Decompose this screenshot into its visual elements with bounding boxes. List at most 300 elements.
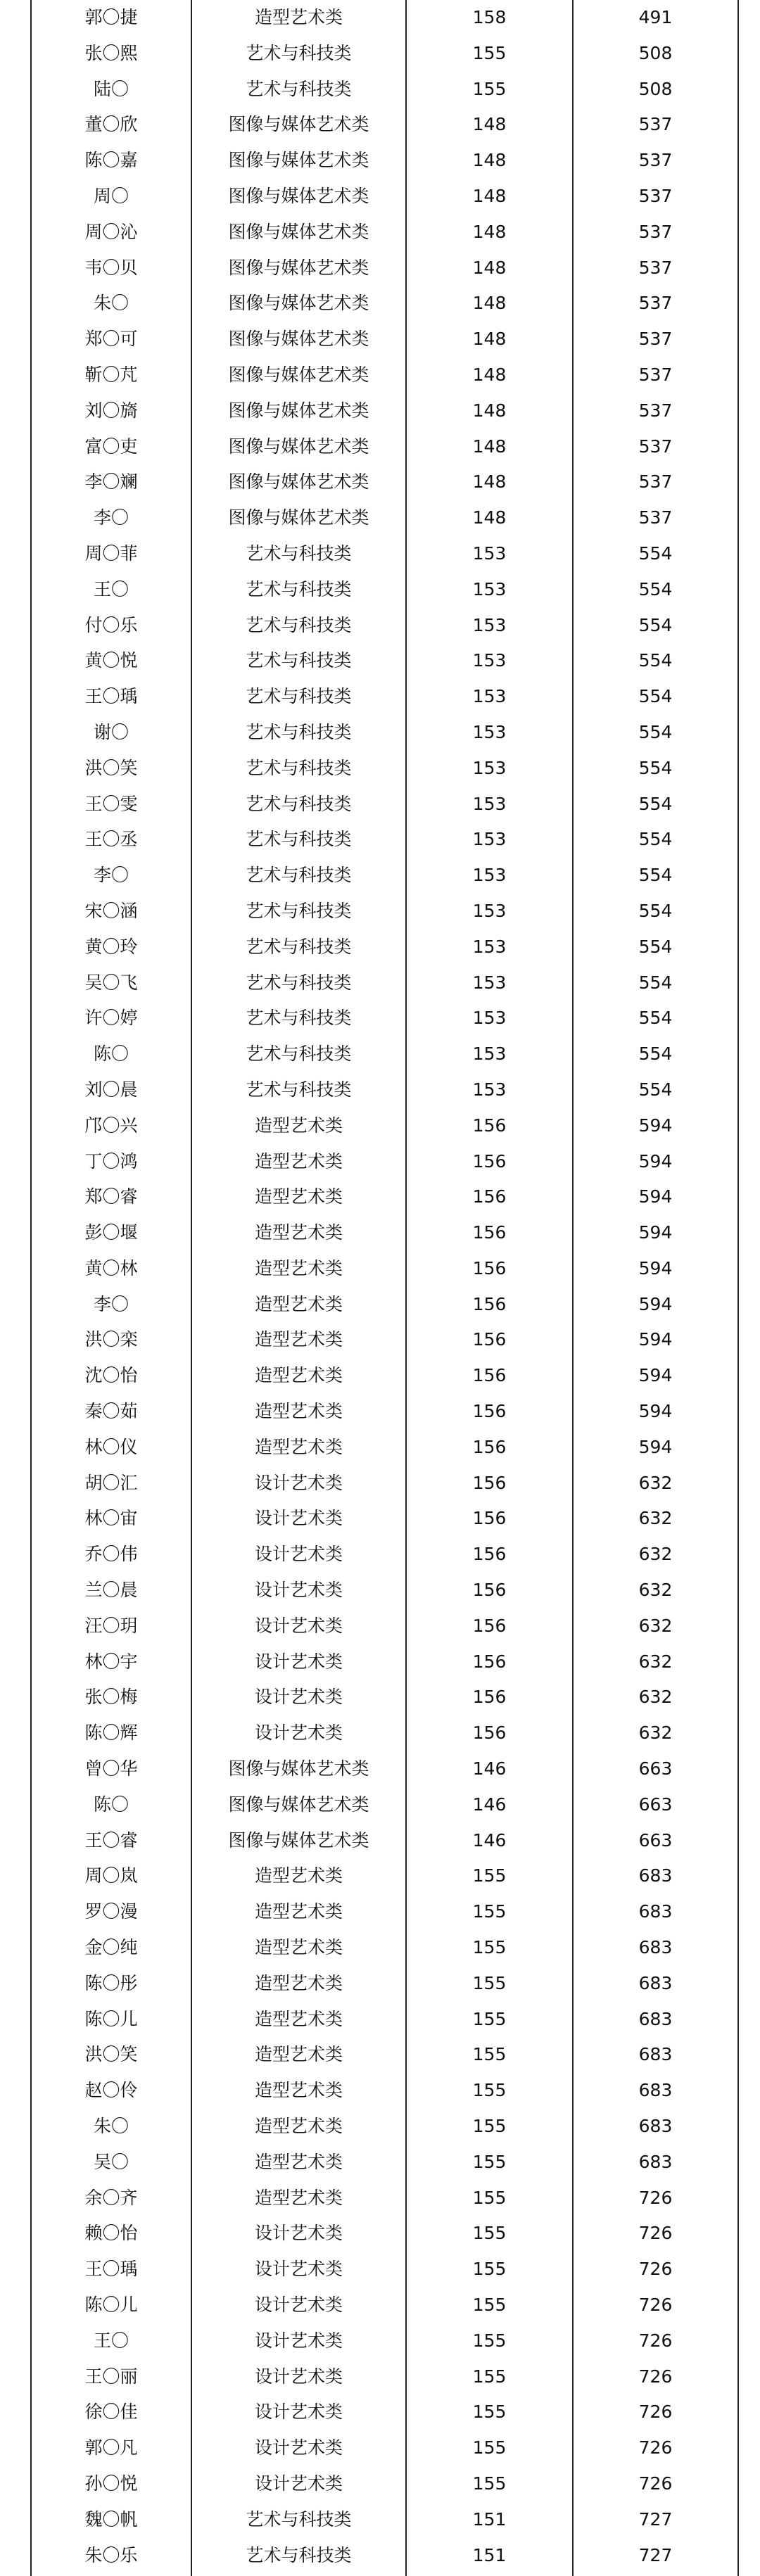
cell-rank: 537 [638, 400, 673, 421]
cell-rank: 726 [638, 2401, 673, 2423]
cell-score: 155 [472, 2366, 507, 2387]
cell-category: 造型艺术类 [254, 1186, 343, 1207]
cell-score: 156 [472, 1472, 507, 1493]
cell-name: 秦〇茹 [84, 1401, 138, 1422]
cell-rank: 537 [638, 471, 673, 493]
cell-name: 张〇梅 [84, 1687, 138, 1708]
cell-score: 156 [472, 1436, 507, 1457]
cell-rank: 726 [638, 2366, 673, 2387]
cell-rank: 554 [638, 614, 673, 635]
cell-score: 156 [472, 1508, 507, 1529]
table-row [0, 2466, 760, 2502]
cell-name: 孙〇悦 [84, 2473, 138, 2494]
cell-name: 陈〇 [93, 1794, 129, 1815]
table-row [0, 1072, 760, 1108]
cell-rank: 683 [638, 1937, 673, 1958]
cell-category: 艺术与科技类 [246, 865, 352, 886]
table-row [0, 715, 760, 751]
cell-category: 设计艺术类 [254, 1615, 343, 1636]
cell-score: 153 [472, 865, 507, 886]
cell-name: 洪〇笑 [84, 757, 138, 778]
cell-category: 造型艺术类 [254, 1329, 343, 1350]
cell-name: 余〇齐 [84, 2187, 138, 2208]
cell-name: 宋〇涵 [84, 900, 138, 921]
table-row [0, 2288, 760, 2323]
cell-name: 朱〇乐 [84, 2544, 138, 2565]
cell-score: 158 [472, 7, 507, 27]
cell-category: 造型艺术类 [254, 1865, 343, 1886]
table-row [0, 2145, 760, 2181]
cell-category: 造型艺术类 [254, 1937, 343, 1958]
cell-name: 赵〇伶 [84, 2080, 138, 2101]
cell-category: 造型艺术类 [254, 2080, 343, 2101]
cell-score: 156 [472, 1651, 507, 1672]
table-row [0, 1858, 760, 1894]
cell-name: 兰〇晨 [84, 1580, 138, 1601]
cell-name: 曾〇华 [84, 1758, 138, 1779]
table-row [0, 2002, 760, 2038]
cell-category: 图像与媒体艺术类 [228, 400, 369, 421]
table-row [0, 572, 760, 608]
cell-rank: 537 [638, 221, 673, 242]
cell-name: 付〇乐 [84, 614, 138, 635]
cell-score: 146 [472, 1794, 507, 1815]
cell-rank: 683 [638, 1901, 673, 1922]
cell-category: 图像与媒体艺术类 [228, 329, 369, 350]
table-row [0, 286, 760, 322]
table-row [0, 643, 760, 679]
cell-name: 周〇菲 [84, 543, 138, 564]
cell-score: 156 [472, 1115, 507, 1136]
cell-name: 林〇宙 [84, 1508, 138, 1529]
table-row [0, 1930, 760, 1966]
cell-rank: 727 [638, 2508, 673, 2530]
cell-category: 造型艺术类 [254, 1365, 343, 1386]
cell-rank: 554 [638, 578, 673, 599]
cell-category: 造型艺术类 [254, 2187, 343, 2208]
cell-rank: 594 [638, 1436, 673, 1457]
table-row [0, 179, 760, 215]
cell-name: 沈〇怡 [84, 1365, 138, 1386]
cell-rank: 594 [638, 1401, 673, 1422]
cell-category: 设计艺术类 [254, 2223, 343, 2244]
cell-category: 造型艺术类 [254, 1222, 343, 1243]
cell-score: 153 [472, 614, 507, 635]
cell-score: 148 [472, 257, 507, 278]
table-row [0, 464, 760, 500]
cell-rank: 537 [638, 329, 673, 350]
cell-score: 155 [472, 78, 507, 99]
cell-name: 赖〇怡 [84, 2223, 138, 2244]
cell-category: 造型艺术类 [254, 7, 343, 27]
cell-name: 刘〇晨 [84, 1079, 138, 1100]
cell-rank: 537 [638, 150, 673, 171]
table-row [0, 2073, 760, 2109]
table-row [0, 250, 760, 286]
cell-score: 148 [472, 471, 507, 493]
cell-name: 谢〇 [93, 721, 129, 742]
table-row [0, 1430, 760, 1466]
cell-rank: 632 [638, 1580, 673, 1601]
cell-category: 造型艺术类 [254, 2151, 343, 2172]
cell-rank: 594 [638, 1115, 673, 1136]
cell-name: 丁〇鸿 [84, 1150, 138, 1172]
cell-score: 148 [472, 400, 507, 421]
table-row [0, 2394, 760, 2430]
cell-rank: 683 [638, 2151, 673, 2172]
table-row [0, 894, 760, 929]
cell-category: 图像与媒体艺术类 [228, 114, 369, 135]
table-row [0, 2037, 760, 2073]
table-row [0, 2538, 760, 2574]
cell-rank: 726 [638, 2223, 673, 2244]
cell-score: 146 [472, 1758, 507, 1779]
cell-category: 设计艺术类 [254, 1472, 343, 1493]
table-row [0, 2502, 760, 2538]
table-row [0, 0, 760, 36]
cell-rank: 683 [638, 1972, 673, 1993]
cell-category: 造型艺术类 [254, 2008, 343, 2029]
table-row [0, 1108, 760, 1144]
cell-category: 图像与媒体艺术类 [228, 221, 369, 242]
cell-name: 洪〇笑 [84, 2044, 138, 2065]
table-row [0, 393, 760, 429]
cell-rank: 554 [638, 1043, 673, 1065]
table-row [0, 107, 760, 143]
cell-rank: 632 [638, 1615, 673, 1636]
cell-score: 148 [472, 507, 507, 528]
cell-rank: 727 [638, 2544, 673, 2565]
cell-category: 造型艺术类 [254, 1401, 343, 1422]
cell-name: 王〇瑀 [84, 686, 138, 707]
cell-category: 造型艺术类 [254, 1150, 343, 1172]
cell-rank: 663 [638, 1794, 673, 1815]
table-row [0, 500, 760, 536]
cell-rank: 537 [638, 114, 673, 135]
cell-rank: 594 [638, 1186, 673, 1207]
cell-name: 富〇吏 [84, 436, 138, 457]
cell-name: 郭〇凡 [84, 2437, 138, 2458]
cell-score: 153 [472, 829, 507, 850]
cell-category: 设计艺术类 [254, 2401, 343, 2423]
cell-name: 朱〇 [93, 2116, 129, 2137]
cell-category: 艺术与科技类 [246, 757, 352, 778]
cell-score: 148 [472, 114, 507, 135]
table-row [0, 1823, 760, 1859]
table-row [0, 1680, 760, 1715]
table-row [0, 322, 760, 357]
cell-score: 156 [472, 1544, 507, 1565]
table-row [0, 1179, 760, 1215]
cell-score: 153 [472, 543, 507, 564]
table-row [0, 1715, 760, 1751]
cell-category: 造型艺术类 [254, 2044, 343, 2065]
cell-score: 155 [472, 2116, 507, 2137]
cell-category: 图像与媒体艺术类 [228, 150, 369, 171]
cell-rank: 554 [638, 650, 673, 671]
cell-category: 图像与媒体艺术类 [228, 293, 369, 314]
cell-name: 周〇沁 [84, 221, 138, 242]
cell-category: 艺术与科技类 [246, 686, 352, 707]
cell-category: 造型艺术类 [254, 2116, 343, 2137]
cell-score: 156 [472, 1615, 507, 1636]
cell-rank: 537 [638, 293, 673, 314]
cell-category: 图像与媒体艺术类 [228, 257, 369, 278]
cell-rank: 554 [638, 972, 673, 993]
cell-name: 李〇 [93, 865, 129, 886]
cell-score: 156 [472, 1222, 507, 1243]
table-row [0, 822, 760, 858]
cell-score: 153 [472, 721, 507, 742]
cell-score: 146 [472, 1829, 507, 1851]
cell-score: 155 [472, 2473, 507, 2494]
cell-rank: 726 [638, 2473, 673, 2494]
cell-score: 156 [472, 1186, 507, 1207]
cell-name: 陈〇 [93, 1043, 129, 1065]
cell-category: 艺术与科技类 [246, 2544, 352, 2565]
cell-category: 艺术与科技类 [246, 1008, 352, 1029]
cell-category: 艺术与科技类 [246, 650, 352, 671]
table-row [0, 1036, 760, 1072]
cell-score: 155 [472, 2401, 507, 2423]
cell-category: 艺术与科技类 [246, 1043, 352, 1065]
cell-rank: 537 [638, 436, 673, 457]
cell-name: 王〇睿 [84, 1829, 138, 1851]
cell-category: 图像与媒体艺术类 [228, 1758, 369, 1779]
cell-name: 罗〇漫 [84, 1901, 138, 1922]
cell-name: 黄〇悦 [84, 650, 138, 671]
table-row [0, 1966, 760, 2002]
cell-rank: 663 [638, 1758, 673, 1779]
cell-rank: 537 [638, 257, 673, 278]
cell-name: 洪〇栾 [84, 1329, 138, 1350]
cell-rank: 594 [638, 1293, 673, 1314]
cell-rank: 554 [638, 1008, 673, 1029]
cell-category: 艺术与科技类 [246, 2508, 352, 2530]
cell-name: 胡〇汇 [84, 1472, 138, 1493]
cell-rank: 726 [638, 2259, 673, 2280]
cell-score: 155 [472, 1937, 507, 1958]
cell-category: 设计艺术类 [254, 1722, 343, 1744]
cell-name: 吴〇 [93, 2151, 129, 2172]
cell-name: 周〇 [93, 185, 129, 206]
cell-score: 155 [472, 2044, 507, 2065]
cell-rank: 594 [638, 1257, 673, 1279]
table-row [0, 608, 760, 644]
table-row [0, 679, 760, 715]
cell-name: 邝〇兴 [84, 1115, 138, 1136]
cell-score: 155 [472, 2223, 507, 2244]
cell-rank: 554 [638, 865, 673, 886]
cell-name: 靳〇芃 [84, 364, 138, 385]
cell-score: 155 [472, 2151, 507, 2172]
cell-rank: 683 [638, 2044, 673, 2065]
cell-rank: 632 [638, 1651, 673, 1672]
table-row [0, 1001, 760, 1036]
cell-name: 陈〇嘉 [84, 150, 138, 171]
cell-name: 黄〇林 [84, 1257, 138, 1279]
cell-category: 设计艺术类 [254, 2295, 343, 2315]
table-row [0, 1609, 760, 1644]
table-row [0, 2430, 760, 2466]
cell-name: 汪〇玥 [84, 1615, 138, 1636]
cell-score: 155 [472, 2080, 507, 2101]
cell-category: 设计艺术类 [254, 1508, 343, 1529]
table-row [0, 2359, 760, 2395]
cell-name: 王〇 [93, 2330, 129, 2351]
cell-rank: 594 [638, 1222, 673, 1243]
table-row [0, 787, 760, 823]
cell-name: 陆〇 [93, 78, 129, 99]
cell-name: 王〇丽 [84, 2366, 138, 2387]
table-row [0, 2323, 760, 2359]
cell-name: 韦〇贝 [84, 257, 138, 278]
table-row [0, 1501, 760, 1537]
table-row [0, 1573, 760, 1609]
cell-category: 艺术与科技类 [246, 543, 352, 564]
table-row [0, 1322, 760, 1358]
cell-score: 148 [472, 329, 507, 350]
cell-category: 图像与媒体艺术类 [228, 364, 369, 385]
cell-rank: 508 [638, 78, 673, 99]
cell-name: 林〇仪 [84, 1436, 138, 1457]
cell-name: 王〇瑀 [84, 2259, 138, 2280]
cell-rank: 554 [638, 829, 673, 850]
cell-score: 153 [472, 1043, 507, 1065]
cell-category: 设计艺术类 [254, 1544, 343, 1565]
cell-category: 造型艺术类 [254, 1972, 343, 1993]
cell-name: 郑〇可 [84, 329, 138, 350]
cell-score: 148 [472, 185, 507, 206]
cell-score: 156 [472, 1401, 507, 1422]
cell-score: 153 [472, 936, 507, 957]
cell-score: 148 [472, 221, 507, 242]
table-row [0, 1537, 760, 1573]
cell-score: 155 [472, 2330, 507, 2351]
cell-rank: 632 [638, 1722, 673, 1744]
table-row [0, 143, 760, 179]
cell-name: 陈〇儿 [84, 2008, 138, 2029]
cell-category: 图像与媒体艺术类 [228, 507, 369, 528]
cell-rank: 594 [638, 1329, 673, 1350]
cell-name: 李〇斓 [84, 471, 138, 493]
cell-rank: 726 [638, 2187, 673, 2208]
table-row [0, 536, 760, 572]
table-row [0, 858, 760, 894]
cell-score: 155 [472, 2259, 507, 2280]
table-row [0, 72, 760, 108]
cell-score: 156 [472, 1257, 507, 1279]
cell-score: 148 [472, 436, 507, 457]
cell-category: 艺术与科技类 [246, 829, 352, 850]
cell-rank: 537 [638, 185, 673, 206]
cell-category: 设计艺术类 [254, 1651, 343, 1672]
cell-score: 155 [472, 1901, 507, 1922]
cell-rank: 632 [638, 1544, 673, 1565]
cell-category: 造型艺术类 [254, 1115, 343, 1136]
cell-name: 李〇 [93, 1293, 129, 1314]
cell-rank: 663 [638, 1829, 673, 1851]
cell-rank: 632 [638, 1508, 673, 1529]
cell-rank: 726 [638, 2330, 673, 2351]
cell-category: 图像与媒体艺术类 [228, 185, 369, 206]
table-row [0, 1144, 760, 1180]
cell-score: 156 [472, 1687, 507, 1708]
cell-rank: 554 [638, 721, 673, 742]
cell-category: 设计艺术类 [254, 1580, 343, 1601]
cell-score: 155 [472, 2187, 507, 2208]
cell-score: 153 [472, 972, 507, 993]
cell-category: 设计艺术类 [254, 2366, 343, 2387]
cell-rank: 537 [638, 364, 673, 385]
cell-rank: 683 [638, 1865, 673, 1886]
cell-category: 图像与媒体艺术类 [228, 471, 369, 493]
cell-score: 153 [472, 578, 507, 599]
cell-score: 156 [472, 1150, 507, 1172]
cell-rank: 726 [638, 2437, 673, 2458]
cell-category: 造型艺术类 [254, 1293, 343, 1314]
table-row [0, 1394, 760, 1430]
cell-rank: 554 [638, 543, 673, 564]
cell-rank: 554 [638, 900, 673, 921]
cell-category: 造型艺术类 [254, 1436, 343, 1457]
cell-score: 153 [472, 650, 507, 671]
cell-name: 林〇宇 [84, 1651, 138, 1672]
table-row [0, 36, 760, 72]
cell-score: 156 [472, 1293, 507, 1314]
cell-category: 图像与媒体艺术类 [228, 1794, 369, 1815]
cell-name: 陈〇儿 [84, 2295, 138, 2315]
table-row [0, 751, 760, 787]
cell-score: 155 [472, 42, 507, 63]
cell-category: 艺术与科技类 [246, 78, 352, 99]
cell-name: 郑〇睿 [84, 1186, 138, 1207]
table-row [0, 1215, 760, 1251]
table-row [0, 215, 760, 250]
cell-rank: 683 [638, 2116, 673, 2137]
cell-category: 艺术与科技类 [246, 936, 352, 957]
cell-category: 艺术与科技类 [246, 614, 352, 635]
table-row [0, 2181, 760, 2216]
cell-name: 徐〇佳 [84, 2401, 138, 2423]
cell-rank: 594 [638, 1365, 673, 1386]
cell-name: 王〇丞 [84, 829, 138, 850]
cell-name: 许〇婷 [84, 1008, 138, 1029]
cell-name: 金〇纯 [84, 1937, 138, 1958]
cell-name: 陈〇彤 [84, 1972, 138, 1993]
cell-category: 图像与媒体艺术类 [228, 436, 369, 457]
cell-rank: 491 [638, 7, 673, 27]
cell-rank: 537 [638, 507, 673, 528]
cell-category: 设计艺术类 [254, 2473, 343, 2494]
cell-score: 155 [472, 2008, 507, 2029]
table-row [0, 357, 760, 393]
table-row [0, 1751, 760, 1787]
table-row [0, 1787, 760, 1823]
cell-score: 153 [472, 686, 507, 707]
cell-score: 156 [472, 1722, 507, 1744]
cell-name: 郭〇捷 [84, 7, 138, 27]
cell-category: 设计艺术类 [254, 2259, 343, 2280]
cell-category: 艺术与科技类 [246, 972, 352, 993]
cell-score: 151 [472, 2508, 507, 2530]
cell-rank: 554 [638, 793, 673, 814]
cell-name: 王〇 [93, 578, 129, 599]
cell-category: 设计艺术类 [254, 2437, 343, 2458]
cell-score: 153 [472, 900, 507, 921]
table-row [0, 1251, 760, 1287]
table-row [0, 1358, 760, 1394]
